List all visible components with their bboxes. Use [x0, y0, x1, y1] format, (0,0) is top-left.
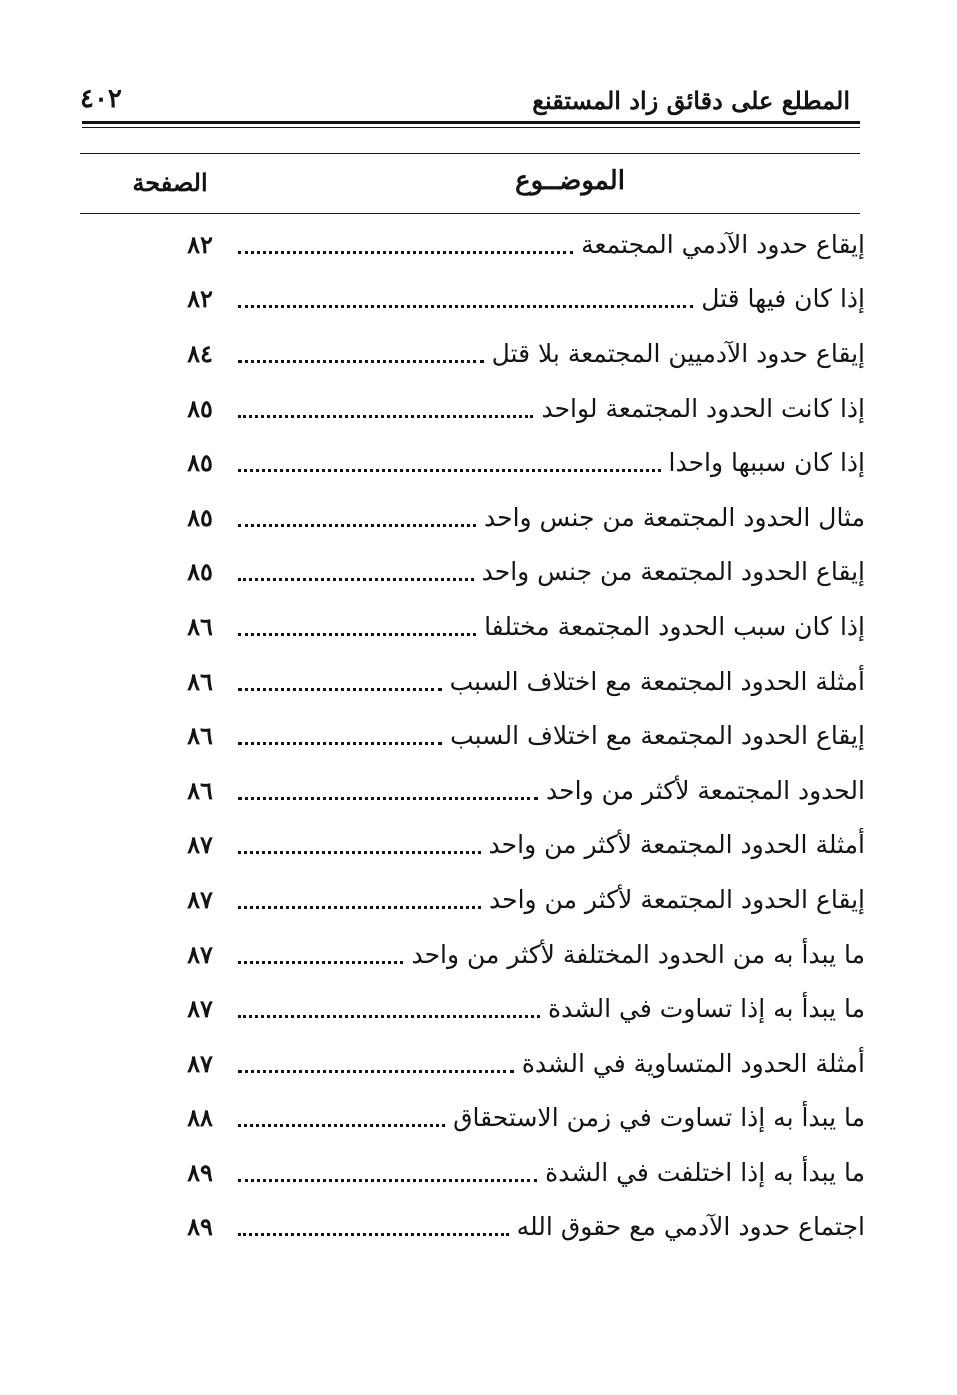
toc-entry-topic: إيقاع الحدود المجتمعة لأكثر من واحد — [489, 884, 865, 914]
toc-entry-page: ٨٧ — [187, 884, 213, 914]
toc-entry-page: ٨٥ — [187, 557, 213, 587]
toc-entry-page: ٨٧ — [187, 1048, 213, 1078]
toc-entry — [170, 818, 865, 873]
toc-entry-topic: إذا كانت الحدود المجتمعة لواحد — [541, 393, 865, 423]
toc-entry — [170, 599, 865, 654]
toc-entry-topic: إيقاع حدود الآدميين المجتمعة بلا قتل — [491, 338, 865, 368]
toc-entry-topic: اجتماع حدود الآدمي مع حقوق الله — [516, 1212, 865, 1242]
dot-leader — [238, 851, 481, 854]
toc-entry-page: ٨٥ — [187, 393, 213, 423]
toc-entry — [170, 435, 865, 490]
dot-leader — [238, 1015, 540, 1018]
toc-entry-topic: إيقاع حدود الآدمي المجتمعة — [581, 229, 865, 259]
toc-entry-page: ٨٥ — [187, 502, 213, 532]
dot-leader — [238, 1124, 445, 1127]
dot-leader — [238, 1070, 514, 1073]
toc-entry — [170, 217, 865, 272]
dot-leader — [238, 578, 474, 581]
toc-entry — [170, 1091, 865, 1146]
toc-entry-page: ٨٥ — [187, 448, 213, 478]
toc-entry — [170, 1036, 865, 1091]
dot-leader — [238, 305, 693, 308]
toc-entry-page: ٨٦ — [187, 666, 213, 696]
dot-leader — [238, 797, 538, 800]
dot-leader — [238, 1179, 537, 1182]
dot-leader — [238, 251, 573, 254]
dot-leader — [238, 742, 442, 745]
toc-entry-page: ٨٨ — [187, 1103, 213, 1133]
toc-entry-topic: إيقاع الحدود المجتمعة من جنس واحد — [481, 557, 865, 587]
dot-leader — [238, 524, 476, 527]
toc-entry-topic: ما يبدأ به إذا تساوت في زمن الاستحقاق — [453, 1103, 865, 1133]
toc-entry-topic: إذا كان سببها واحدا — [668, 448, 865, 478]
header-rule-thin — [82, 127, 860, 128]
page-number: ٤٠٢ — [80, 84, 122, 114]
dot-leader — [238, 1233, 509, 1236]
toc-entry-page: ٨٦ — [187, 775, 213, 805]
running-header — [80, 84, 860, 124]
toc-entry — [170, 872, 865, 927]
table-header-top-rule — [80, 153, 860, 154]
toc-entry-topic: أمثلة الحدود المتساوية في الشدة — [521, 1048, 865, 1078]
table-of-contents — [170, 217, 865, 1254]
table-header-bottom-rule — [80, 213, 860, 214]
dot-leader — [238, 360, 484, 363]
dot-leader — [238, 415, 533, 418]
toc-entry-topic: مثال الحدود المجتمعة من جنس واحد — [484, 502, 865, 532]
toc-entry-page: ٨٩ — [187, 1212, 213, 1242]
toc-entry-topic: إيقاع الحدود المجتمعة مع اختلاف السبب — [450, 721, 865, 751]
toc-entry-topic: ما يبدأ به من الحدود المختلفة لأكثر من واحد — [411, 939, 865, 969]
toc-entry — [170, 381, 865, 436]
book-title: المطلع على دقائق زاد المستقنع — [532, 86, 850, 115]
dot-leader — [238, 469, 661, 472]
toc-entry — [170, 981, 865, 1036]
toc-entry-page: ٨٢ — [187, 284, 213, 314]
toc-entry — [170, 654, 865, 709]
toc-entry-topic: ما يبدأ به إذا اختلفت في الشدة — [545, 1157, 865, 1187]
toc-entry — [170, 708, 865, 763]
toc-entry-page: ٨٩ — [187, 1157, 213, 1187]
toc-entry — [170, 272, 865, 327]
toc-entry-topic: ما يبدأ به إذا تساوت في الشدة — [547, 994, 865, 1024]
toc-entry — [170, 1145, 865, 1200]
header-rule-thick — [82, 121, 860, 124]
toc-entry — [170, 490, 865, 545]
toc-entry-page: ٨٧ — [187, 994, 213, 1024]
toc-entry-page: ٨٦ — [187, 721, 213, 751]
toc-entry — [170, 545, 865, 600]
toc-entry-page: ٨٤ — [187, 338, 213, 368]
toc-entry-page: ٨٢ — [187, 229, 213, 259]
toc-entry-page: ٨٦ — [187, 611, 213, 641]
toc-entry-topic: الحدود المجتمعة لأكثر من واحد — [546, 775, 865, 805]
column-heading-page: الصفحة — [132, 168, 208, 197]
toc-entry — [170, 763, 865, 818]
toc-entry-topic: إذا كان فيها قتل — [701, 284, 865, 314]
column-heading-topic: الموضــوع — [515, 166, 625, 196]
dot-leader — [238, 633, 476, 636]
toc-entry-topic: إذا كان سبب الحدود المجتمعة مختلفا — [484, 611, 865, 641]
dot-leader — [238, 688, 442, 691]
toc-entry-topic: أمثلة الحدود المجتمعة لأكثر من واحد — [488, 830, 865, 860]
dot-leader — [238, 906, 481, 909]
toc-entry — [170, 1200, 865, 1255]
toc-entry — [170, 326, 865, 381]
toc-entry — [170, 927, 865, 982]
toc-entry-page: ٨٧ — [187, 939, 213, 969]
dot-leader — [238, 961, 403, 964]
toc-entry-topic: أمثلة الحدود المجتمعة مع اختلاف السبب — [449, 666, 865, 696]
toc-entry-page: ٨٧ — [187, 830, 213, 860]
